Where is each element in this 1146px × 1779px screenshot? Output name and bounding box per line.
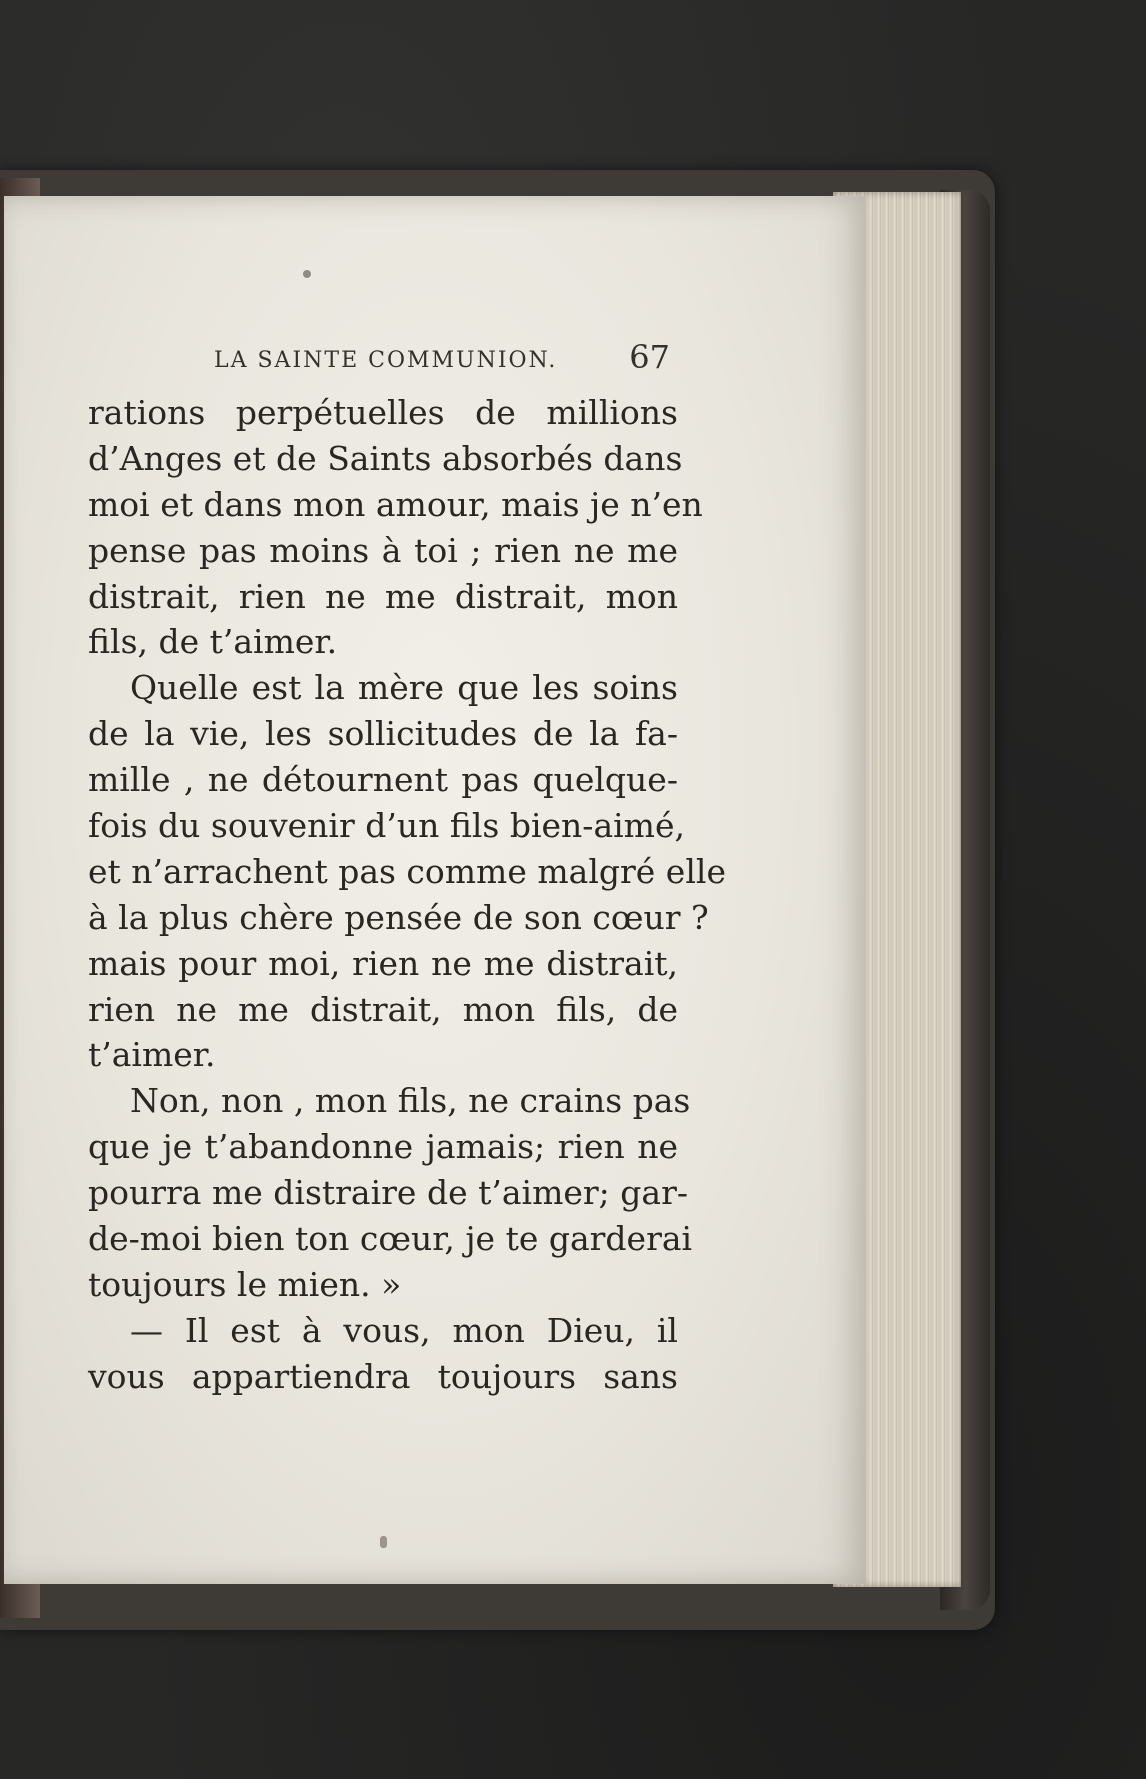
text-line: t’aimer. <box>88 1035 216 1075</box>
text-line: moi et dans mon amour, mais je n’en <box>88 484 703 524</box>
text-line: rations perpétuelles de millions <box>88 393 678 432</box>
text-line: fois du souvenir d’un fils bien-aimé, <box>88 806 685 846</box>
text-line: toujours le mien. » <box>88 1264 402 1304</box>
text-line: distrait, rien ne me distrait, mon <box>88 576 678 616</box>
running-title: LA SAINTE COMMUNION. <box>214 348 558 373</box>
text-line: fils, de t’aimer. <box>88 622 338 662</box>
ink-dot <box>303 270 311 278</box>
text-line: Non, non , mon fils, ne crains pas <box>130 1081 691 1121</box>
ink-mark <box>380 1536 387 1548</box>
text-line: de-moi bien ton cœur, je te garderai <box>88 1219 693 1259</box>
text-line: — Il est à vous, mon Dieu, il <box>130 1310 678 1350</box>
running-head <box>90 338 670 378</box>
text-line: de la vie, les sollicitudes de la fa- <box>88 714 678 754</box>
page-number: 67 <box>629 338 670 376</box>
text-line: d’Anges et de Saints absorbés dans <box>88 438 683 478</box>
text-line: vous appartiendra toujours sans <box>88 1356 678 1396</box>
text-line: Quelle est la mère que les soins <box>130 668 678 708</box>
text-line: rien ne me distrait, mon fils, de <box>88 989 678 1029</box>
body-text <box>88 390 726 1400</box>
text-line: mais pour moi, rien ne me distrait, <box>88 943 678 983</box>
text-line: pourra me distraire de t’aimer; gar- <box>88 1173 688 1213</box>
text-line: que je t’abandonne jamais; rien ne <box>88 1127 678 1167</box>
text-line: à la plus chère pensée de son cœur ? <box>88 897 709 937</box>
text-line: mille , ne détournent pas quelque- <box>88 760 678 800</box>
text-line: et n’arrachent pas comme malgré elle <box>88 851 726 891</box>
text-line: pense pas moins à toi ; rien ne me <box>88 530 678 570</box>
